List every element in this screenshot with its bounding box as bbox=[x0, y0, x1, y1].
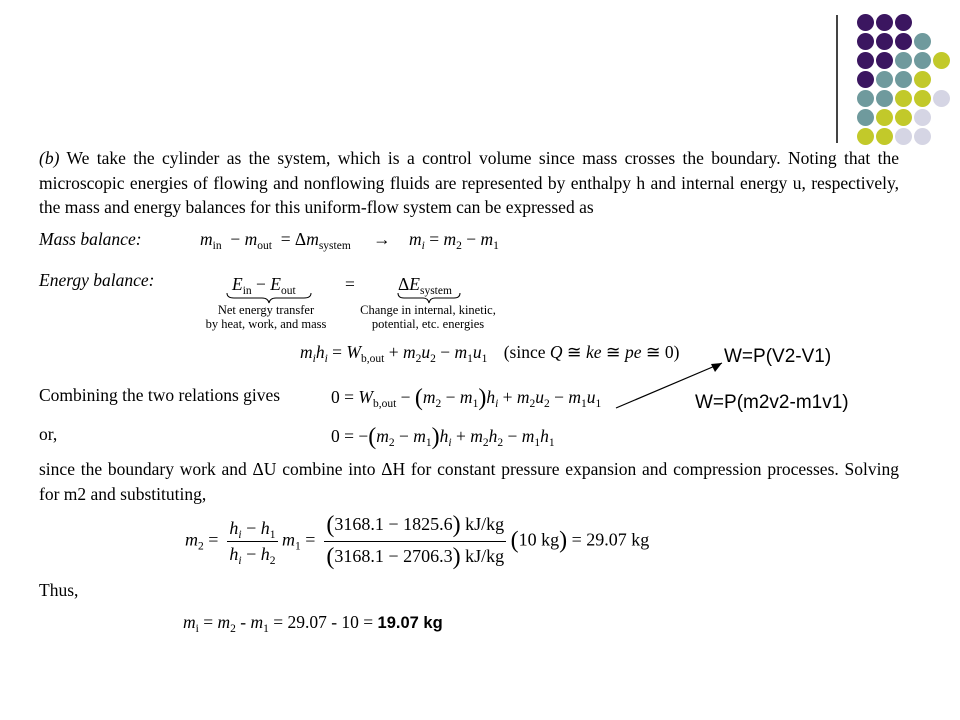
combining-label: Combining the two relations gives bbox=[39, 385, 281, 405]
part-label: (b) bbox=[39, 148, 60, 168]
energy-change-note: Change in internal, kinetic, potential, etc. energies bbox=[360, 303, 496, 331]
decorative-divider bbox=[836, 15, 838, 143]
energy-equation: $m_ih_i = W_{b,out} + m_2u_2 - m_1u_1$ (since Q ≅ ke ≅ pe ≅ 0) bbox=[300, 342, 680, 365]
decorative-dot bbox=[914, 90, 931, 107]
decorative-dot bbox=[876, 14, 893, 31]
or-equation: $0 = -(m_2 - m_1)h_i + m_2h_2 - m_1h_1$ bbox=[331, 424, 555, 450]
energy-balance-lhs: $E_{in} - E_{out}$ bbox=[232, 274, 296, 297]
decorative-dot bbox=[895, 128, 912, 145]
decorative-dot bbox=[914, 109, 931, 126]
result-equation: $m_i = m_2 - m_1 = 29.07 - 10 = 19.07$ kg bbox=[183, 612, 443, 635]
decorative-dot bbox=[895, 90, 912, 107]
mass-balance-label: Mass balance: bbox=[39, 229, 142, 249]
energy-balance-rhs: $\Delta E_{system}$ bbox=[398, 274, 452, 297]
thus-label: Thus, bbox=[39, 580, 79, 600]
or-label: or, bbox=[39, 424, 58, 444]
decorative-dot bbox=[876, 52, 893, 69]
intro-text: We take the cylinder as the system, which is a control volume since mass crosses the boundary. Noting that the microscopic energies of flowing and nonflowing fluids are represented by enthalpy h and internal energy u, respectively, the mass and energy balances for this uniform-flow system can be expressed as bbox=[39, 148, 899, 217]
combining-equation: $0 = W_{b,out} - (m_2 - m_1)h_i + m_2u_2 - m_1u_1$ bbox=[331, 385, 602, 411]
decorative-dot bbox=[895, 33, 912, 50]
net-energy-transfer-note: Net energy transfer by heat, work, and mass bbox=[205, 303, 327, 331]
annotation-work-mass: W=P(m2v2-m1v1) bbox=[695, 392, 849, 413]
solve-equation: $m_2$ = $\frac{h_i - h_1}{h_i - h_2}$ $m_1$ = $\frac{(3168.1 - 1825.6) kJ/kg}{(3168.1 - 2706.3) kJ/kg}$ (10 kg) = 29.07 kg bbox=[185, 512, 650, 570]
decorative-dot bbox=[933, 90, 950, 107]
final-result: 19.07 kg bbox=[377, 614, 443, 632]
decorative-dot bbox=[857, 90, 874, 107]
decorative-dot bbox=[857, 128, 874, 145]
decorative-dot bbox=[914, 128, 931, 145]
decorative-dot bbox=[914, 52, 931, 69]
decorative-dot bbox=[876, 33, 893, 50]
decorative-dot bbox=[933, 52, 950, 69]
intro-paragraph bbox=[39, 146, 899, 220]
decorative-dot bbox=[876, 71, 893, 88]
decorative-dot bbox=[857, 71, 874, 88]
energy-balance-label: Energy balance: bbox=[39, 270, 155, 290]
annotation-arrow bbox=[610, 355, 730, 415]
decorative-dot bbox=[876, 90, 893, 107]
decorative-dot bbox=[895, 71, 912, 88]
decorative-dot bbox=[914, 33, 931, 50]
annotation-work-volume: W=P(V2-V1) bbox=[724, 346, 832, 367]
since-paragraph: since the boundary work and ΔU combine into ΔH for constant pressure expansion and compression processes. Solving for m2 and substituting, bbox=[39, 459, 899, 504]
decorative-dot bbox=[895, 52, 912, 69]
decorative-dot bbox=[895, 109, 912, 126]
mass-balance-equation: $m_{in} - m_{out} = \Delta m_{system} \to m_i = m_2 - m_1$ bbox=[200, 229, 499, 252]
decorative-dot bbox=[857, 52, 874, 69]
decorative-dot bbox=[857, 109, 874, 126]
decorative-dot bbox=[876, 109, 893, 126]
decorative-dot bbox=[876, 128, 893, 145]
decorative-dot bbox=[857, 14, 874, 31]
energy-balance-equals: = bbox=[345, 274, 355, 294]
decorative-dot bbox=[895, 14, 912, 31]
decorative-dot bbox=[914, 71, 931, 88]
decorative-dot bbox=[857, 33, 874, 50]
